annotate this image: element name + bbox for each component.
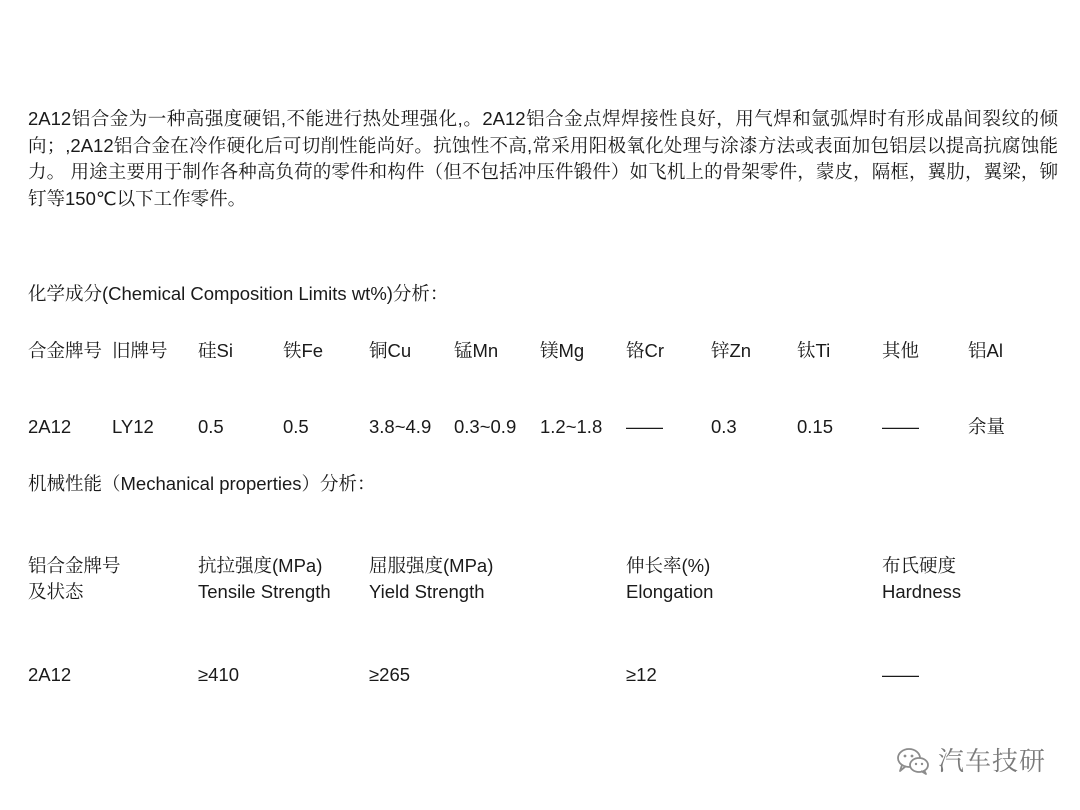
mech-header-alloy-line1: 铝合金牌号	[28, 555, 121, 576]
chem-cell-si: 0.5	[198, 416, 224, 437]
chem-cell-mn: 0.3~0.9	[454, 416, 517, 437]
wechat-icon	[896, 746, 930, 776]
chem-header-ti: 钛Ti	[797, 340, 831, 361]
mech-header-elongation-line2: Elongation	[626, 581, 714, 602]
chem-cell-cu: 3.8~4.9	[369, 416, 432, 437]
intro-paragraph: 2A12铝合金为一种高强度硬铝,不能进行热处理强化,。2A12铝合金点焊焊接性良好，用气焊和氩弧焊时有形成晶间裂纹的倾向；,2A12铝合金在冷作硬化后可切削性能尚好。抗蚀性不高,常采用阳极氧化处理与涂漆方法或表面加包铝层以提高抗腐蚀能力。 用途主要用于制作各种高负荷的零件和构件（但不包括冲压件锻件）如飞机上的骨架零件，蒙皮，隔框，翼肋，翼梁，铆钉等150℃以下工作零件。	[28, 108, 1058, 209]
chem-cell-zn: 0.3	[711, 416, 737, 437]
mech-header-elongation-line1: 伸长率(%)	[626, 555, 711, 576]
chem-header-cu: 铜Cu	[369, 340, 412, 361]
chem-header-mn: 锰Mn	[454, 340, 499, 361]
chem-cell-mg: 1.2~1.8	[540, 416, 603, 437]
mech-cell-tensile: ≥410	[198, 664, 240, 685]
watermark	[896, 746, 1046, 776]
chem-header-old-grade: 旧牌号	[112, 340, 168, 361]
chem-header-al: 铝Al	[968, 340, 1003, 361]
mech-cell-yield: ≥265	[369, 664, 411, 685]
chem-header-alloy: 合金牌号	[28, 340, 103, 361]
chem-header-si: 硅Si	[198, 340, 233, 361]
mech-header-yield-line1: 屈服强度(MPa)	[369, 555, 494, 576]
chem-header-fe: 铁Fe	[283, 340, 324, 361]
watermark-text: 汽车技研	[937, 746, 1046, 776]
mech-header-hardness-line2: Hardness	[882, 581, 962, 602]
chem-cell-other: ——	[882, 416, 919, 437]
mech-header-hardness-line1: 布氏硬度	[882, 555, 957, 576]
chem-cell-cr: ——	[626, 416, 663, 437]
mech-cell-hardness: ——	[882, 664, 919, 685]
chem-cell-al: 余量	[968, 416, 1006, 437]
chemical-heading: 化学成分(Chemical Composition Limits wt%)分析：	[28, 283, 449, 304]
mech-header-tensile-line2: Tensile Strength	[198, 581, 331, 602]
chem-header-mg: 镁Mg	[540, 340, 585, 361]
mech-header-alloy-line2: 及状态	[28, 581, 84, 602]
mech-cell-elongation: ≥12	[626, 664, 657, 685]
chem-cell-fe: 0.5	[283, 416, 309, 437]
chem-header-cr: 铬Cr	[626, 340, 665, 361]
chem-cell-old-grade: LY12	[112, 416, 154, 437]
chem-header-zn: 锌Zn	[711, 340, 752, 361]
chem-header-other: 其他	[882, 340, 920, 361]
chem-cell-ti: 0.15	[797, 416, 834, 437]
mech-header-yield-line2: Yield Strength	[369, 581, 485, 602]
chem-cell-alloy: 2A12	[28, 416, 72, 437]
mech-cell-alloy: 2A12	[28, 664, 72, 685]
mechanical-heading: 机械性能（Mechanical properties）分析：	[28, 473, 376, 494]
mech-header-tensile-line1: 抗拉强度(MPa)	[198, 555, 323, 576]
